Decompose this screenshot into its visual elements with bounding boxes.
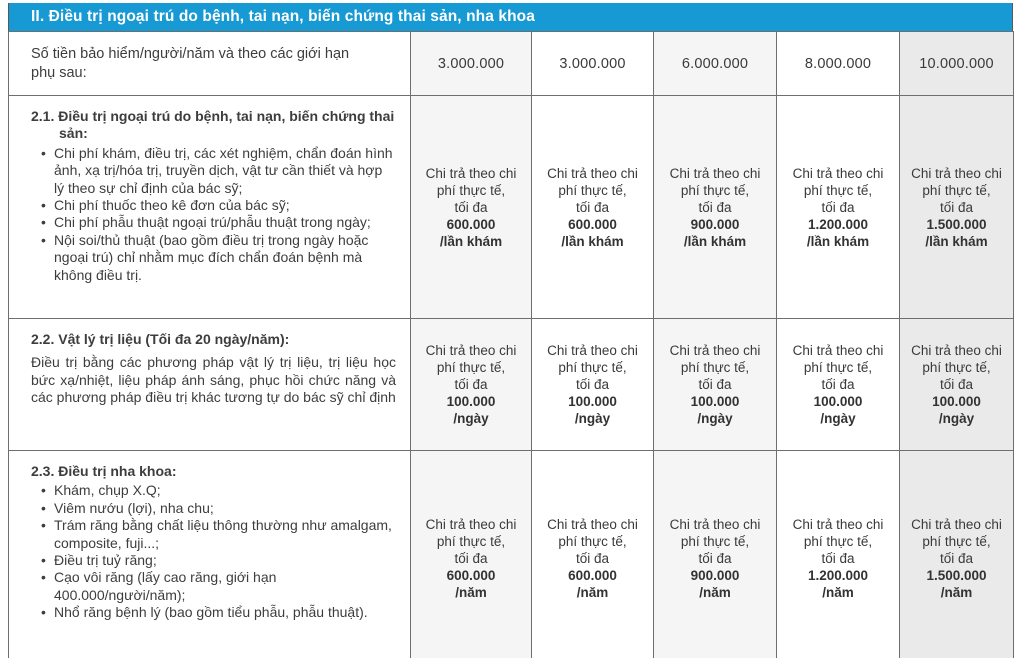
limit-value: 6.000.000 — [654, 32, 777, 96]
payout-unit: /lần khám — [925, 233, 988, 249]
payout-max-label: tối đa — [575, 377, 610, 392]
payout-cell — [411, 96, 532, 319]
payout-prefix: Chi trả theo chi phí thực tế, — [547, 516, 638, 549]
payout-cell — [654, 319, 777, 451]
payout-unit: /ngày — [574, 411, 611, 426]
bullet-item: • Chi phí thuốc theo kê đơn của bác sỹ; — [31, 197, 396, 214]
payout-amount: 900.000 — [690, 216, 740, 232]
payout-max-label: tối đa — [821, 199, 855, 215]
payout-max-label: tối đa — [698, 377, 732, 392]
payout-cell — [900, 319, 1014, 451]
payout-unit: /năm — [576, 584, 609, 600]
bullet-item: • Khám, chụp X.Q; — [31, 482, 396, 499]
section-title: 2.3. Điều trị nha khoa: — [31, 463, 177, 479]
payout-amount: 100.000 — [690, 394, 740, 409]
payout-unit: /ngày — [938, 411, 975, 426]
payout-amount: 1.500.000 — [926, 567, 987, 583]
payout-max-label: tối đa — [821, 550, 855, 566]
section-title: 2.1. Điều trị ngoại trú do bệnh, tai nạn, biến chứng thai sản: — [31, 108, 395, 142]
payout-prefix: Chi trả theo chi phí thực tế, — [547, 165, 638, 198]
payout-unit: /lần khám — [806, 233, 870, 249]
bullet-item: • Nội soi/thủ thuật (bao gồm điều trị trong ngày hoặc ngoại trú) chỉ nhằm mục đích chẩn đoán bệnh mà không điều trị. — [31, 232, 396, 284]
payout-max-label: tối đa — [939, 377, 974, 392]
payout-amount: 600.000 — [446, 216, 496, 232]
payout-max-label: tối đa — [698, 199, 732, 215]
payout-amount: 100.000 — [813, 394, 863, 409]
payout-cell — [654, 96, 777, 319]
payout-cell — [777, 319, 900, 451]
bullet-item: • Viêm nướu (lợi), nha chu; — [31, 500, 396, 517]
limit-value: 8.000.000 — [777, 32, 900, 96]
payout-cell — [777, 451, 900, 658]
payout-cell — [900, 451, 1014, 658]
limit-value: 3.000.000 — [532, 32, 654, 96]
payout-amount: 100.000 — [932, 394, 981, 409]
payout-cell — [532, 451, 654, 658]
section-description-cell — [9, 451, 411, 658]
bullet-item: • Trám răng bằng chất liệu thông thường như amalgam, composite, fuji...; — [31, 517, 396, 552]
payout-amount: 100.000 — [446, 394, 496, 409]
payout-unit: /năm — [940, 584, 973, 600]
payout-unit: /lần khám — [439, 233, 503, 249]
bullet-item: • Nhổ răng bệnh lý (bao gồm tiểu phẫu, phẫu thuật). — [31, 604, 396, 621]
section-description-cell — [9, 319, 411, 451]
payout-max-label: tối đa — [454, 550, 488, 566]
payout-prefix: Chi trả theo chi phí thực tế, — [792, 516, 884, 549]
payout-prefix: Chi trả theo chi phí thực tế, — [792, 343, 884, 375]
section-header-bar — [8, 3, 1013, 31]
limits-label-cell — [9, 32, 411, 96]
payout-amount: 600.000 — [568, 567, 617, 583]
payout-amount: 900.000 — [690, 567, 740, 583]
bullet-item: • Cạo vôi răng (lấy cao răng, giới hạn 400.000/người/năm); — [31, 569, 396, 604]
payout-cell — [900, 96, 1014, 319]
payout-max-label: tối đa — [821, 377, 855, 392]
payout-unit: /năm — [455, 584, 487, 600]
payout-unit: /năm — [822, 584, 854, 600]
bullet-item: • Điều trị tuỷ răng; — [31, 552, 396, 569]
payout-amount: 100.000 — [568, 394, 617, 409]
section-row-2-1 — [9, 96, 1014, 319]
limits-label: Số tiền bảo hiểm/người/năm và theo các giới hạn phụ sau: — [31, 45, 350, 81]
payout-prefix: Chi trả theo chi phí thực tế, — [425, 343, 517, 375]
limit-value: 3.000.000 — [411, 32, 532, 96]
payout-unit: /lần khám — [561, 233, 624, 249]
payout-amount: 1.200.000 — [807, 216, 869, 232]
payout-unit: /năm — [699, 584, 731, 600]
section-row-2-3 — [9, 451, 1014, 658]
payout-prefix: Chi trả theo chi phí thực tế, — [669, 165, 761, 198]
payout-prefix: Chi trả theo chi phí thực tế, — [425, 165, 517, 198]
payout-amount: 600.000 — [446, 567, 496, 583]
section-header-title: II. Điều trị ngoại trú do bệnh, tai nạn, biến chứng thai sản, nha khoa — [31, 8, 535, 25]
payout-unit: /ngày — [820, 411, 856, 426]
payout-unit: /lần khám — [683, 233, 747, 249]
payout-prefix: Chi trả theo chi phí thực tế, — [425, 516, 517, 549]
payout-max-label: tối đa — [454, 199, 488, 215]
section-row-2-2 — [9, 319, 1014, 451]
payout-amount: 600.000 — [568, 216, 617, 232]
payout-max-label: tối đa — [939, 550, 974, 566]
payout-prefix: Chi trả theo chi phí thực tế, — [669, 516, 761, 549]
payout-unit: /ngày — [697, 411, 733, 426]
payout-cell — [411, 319, 532, 451]
payout-max-label: tối đa — [575, 550, 610, 566]
limit-value: 10.000.000 — [900, 32, 1014, 96]
payout-prefix: Chi trả theo chi phí thực tế, — [547, 343, 638, 375]
section-paragraph: Điều trị bằng các phương pháp vật lý trị liệu, trị liệu học bức xạ/nhiệt, liệu pháp ánh sáng, phục hồi chức năng và các phương pháp điều trị khác tương tự do bác sỹ chỉ định — [31, 354, 396, 406]
bullet-item: • Chi phí khám, điều trị, các xét nghiệm, chẩn đoán hình ảnh, xạ trị/hóa trị, truyền dịch, vật tư cần thiết và hợp lý theo sự chỉ định của bác sỹ; — [31, 145, 396, 197]
payout-max-label: tối đa — [939, 199, 974, 215]
payout-prefix: Chi trả theo chi phí thực tế, — [669, 343, 761, 375]
payout-cell — [532, 96, 654, 319]
payout-amount: 1.500.000 — [926, 216, 987, 232]
payout-cell — [654, 451, 777, 658]
benefits-table — [8, 31, 1014, 658]
bullet-item: • Chi phí phẫu thuật ngoại trú/phẫu thuật trong ngày; — [31, 214, 396, 231]
payout-max-label: tối đa — [575, 199, 610, 215]
limits-row — [9, 32, 1014, 96]
payout-cell — [777, 96, 900, 319]
payout-prefix: Chi trả theo chi phí thực tế, — [911, 165, 1002, 198]
section-title: 2.2. Vật lý trị liệu (Tối đa 20 ngày/năm): — [31, 331, 290, 347]
payout-max-label: tối đa — [454, 377, 488, 392]
payout-prefix: Chi trả theo chi phí thực tế, — [792, 165, 884, 198]
payout-amount: 1.200.000 — [807, 567, 869, 583]
payout-unit: /ngày — [453, 411, 489, 426]
payout-prefix: Chi trả theo chi phí thực tế, — [911, 516, 1002, 549]
payout-cell — [532, 319, 654, 451]
section-description-cell — [9, 96, 411, 319]
payout-prefix: Chi trả theo chi phí thực tế, — [911, 343, 1002, 375]
payout-cell — [411, 451, 532, 658]
payout-max-label: tối đa — [698, 550, 732, 566]
